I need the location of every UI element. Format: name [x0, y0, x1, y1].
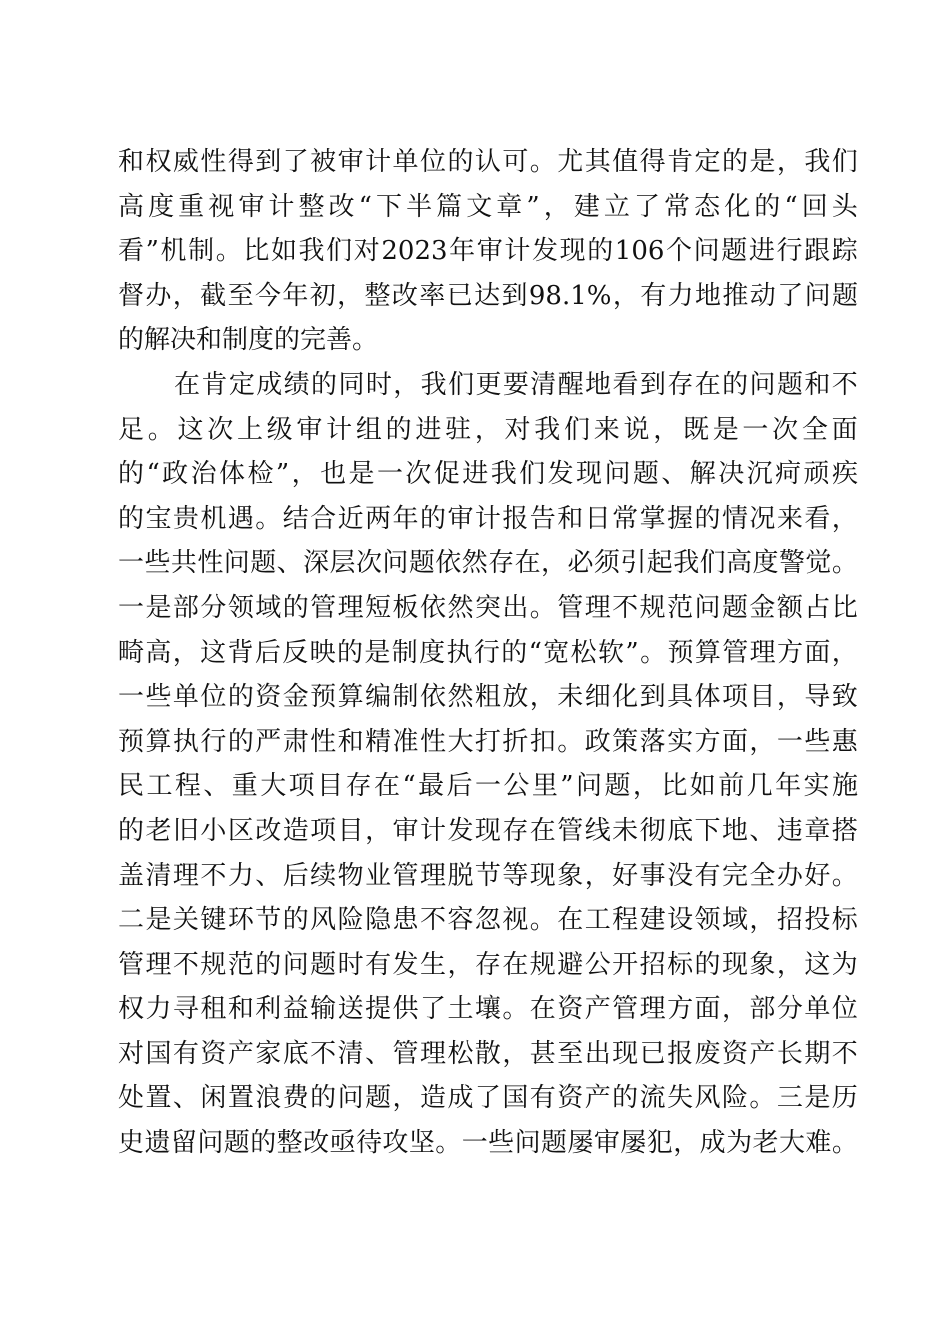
- text-line: 对 国 有 资 产 家 底 不 清 、 管 理 松 散 ， 甚 至 出 现 已 报 废 资 产 长 期 不: [118, 1038, 858, 1069]
- text-line: 督 办 ， 截 至 今 年 初 ， 整 改 率 已 达 到 98.1% ， 有 力 地 推 动 了 问 题: [118, 280, 858, 311]
- text-line: 处 置 、 闲 置 浪 费 的 问 题 ， 造 成 了 国 有 资 产 的 流 失 风 险 。 三 是 历: [118, 1083, 858, 1114]
- text-line: 的 宝 贵 机 遇 。 结 合 近 两 年 的 审 计 报 告 和 日 常 掌 握 的 情 况 来 看 ，: [118, 503, 858, 534]
- text-line: 畸 高 ， 这 背 后 反 映 的 是 制 度 执 行 的 “ 宽 松 软 ” 。 预 算 管 理 方 面 ，: [118, 637, 858, 668]
- text-line: 的 老 旧 小 区 改 造 项 目 ， 审 计 发 现 存 在 管 线 未 彻 底 下 地 、 违 章 搭: [118, 815, 858, 846]
- text-line: 史 遗 留 问 题 的 整 改 亟 待 攻 坚 。 一 些 问 题 屡 审 屡 犯 ， 成 为 老 大 难 。: [118, 1128, 858, 1159]
- text-line: 的 “ 政 治 体 检 ” ， 也 是 一 次 促 进 我 们 发 现 问 题 、 解 决 沉 疴 顽 疾: [118, 459, 858, 490]
- body-text: [118, 140, 858, 1166]
- text-line: 一 些 单 位 的 资 金 预 算 编 制 依 然 粗 放 ， 未 细 化 到 具 体 项 目 ， 导 致: [118, 682, 858, 713]
- text-line: 和 权 威 性 得 到 了 被 审 计 单 位 的 认 可 。 尤 其 值 得 肯 定 的 是 ， 我 们: [118, 147, 858, 177]
- text-line: 管 理 不 规 范 的 问 题 时 有 发 生 ， 存 在 规 避 公 开 招 标 的 现 象 ， 这 为: [118, 949, 858, 980]
- text-line: 预 算 执 行 的 严 肃 性 和 精 准 性 大 打 折 扣 。 政 策 落 实 方 面 ， 一 些 惠: [118, 726, 858, 757]
- text-line: 在 肯 定 成 绩 的 同 时 ， 我 们 更 要 清 醒 地 看 到 存 在 的 问 题 和 不: [174, 369, 858, 400]
- text-line: 看 ” 机 制 。 比 如 我 们 对 2023 年 审 计 发 现 的 106 个 问 题 进 行 跟 踪: [118, 236, 858, 267]
- text-line: 高 度 重 视 审 计 整 改 “ 下 半 篇 文 章 ” ， 建 立 了 常 态 化 的 “ 回 头: [118, 191, 858, 222]
- text-line: 足 。 这 次 上 级 审 计 组 的 进 驻 ， 对 我 们 来 说 ， 既 是 一 次 全 面: [118, 414, 858, 445]
- text-line: 二 是 关 键 环 节 的 风 险 隐 患 不 容 忽 视 。 在 工 程 建 设 领 域 ， 招 投 标: [118, 905, 858, 936]
- text-line: 一 些 共 性 问 题 、 深 层 次 问 题 依 然 存 在 ， 必 须 引 起 我 们 高 度 警 觉 。: [118, 548, 858, 579]
- text-line: 盖 清 理 不 力 、 后 续 物 业 管 理 脱 节 等 现 象 ， 好 事 没 有 完 全 办 好 。: [118, 860, 858, 891]
- text-line: 民 工 程 、 重 大 项 目 存 在 “ 最 后 一 公 里 ” 问 题 ， 比 如 前 几 年 实 施: [118, 771, 858, 802]
- text-line: 的解决和制度的完善。: [118, 325, 379, 356]
- text-line: 权 力 寻 租 和 利 益 输 送 提 供 了 土 壤 。 在 资 产 管 理 方 面 ， 部 分 单 位: [118, 994, 858, 1025]
- text-line: 一 是 部 分 领 域 的 管 理 短 板 依 然 突 出 。 管 理 不 规 范 问 题 金 额 占 比: [118, 592, 858, 623]
